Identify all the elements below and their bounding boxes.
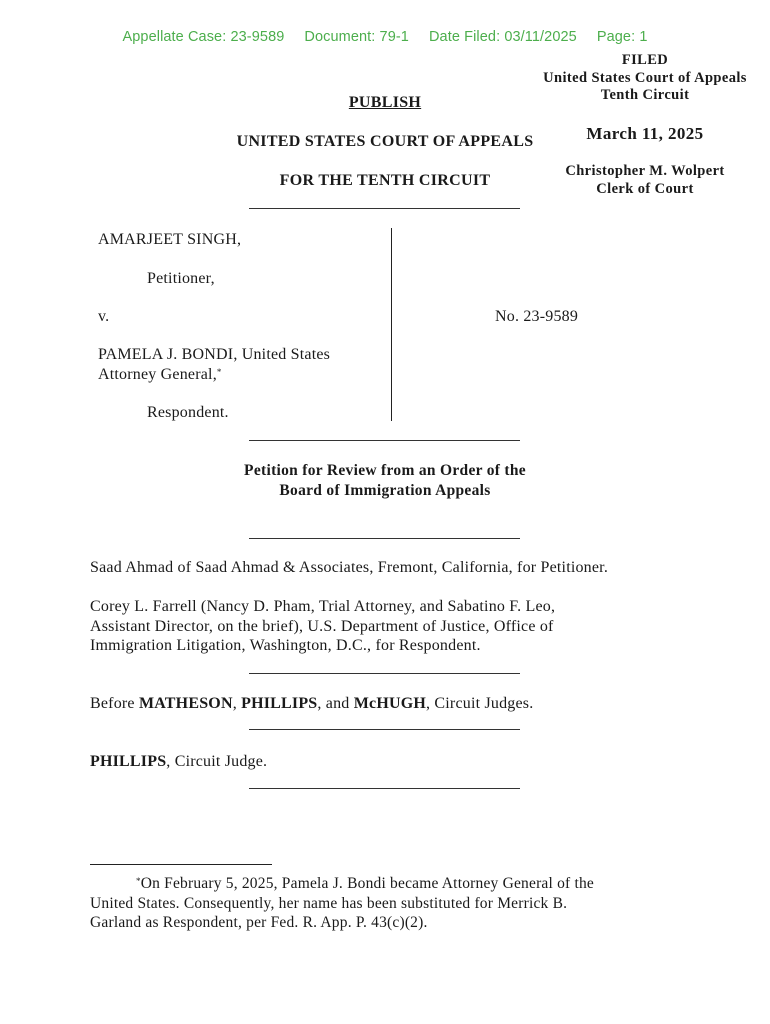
judge-matheson: MATHESON [138, 695, 233, 712]
panel-suffix: , Circuit Judges. [426, 695, 534, 712]
document-number-stamp: Document: 79-1 [304, 29, 409, 45]
judge-phillips: PHILLIPS [241, 695, 318, 712]
versus: v. [98, 308, 110, 325]
respondent-name [98, 345, 330, 384]
panel-before: Before [90, 695, 139, 712]
respondent-counsel-line2: Assistant Director, on the brief), U.S. Department of Justice, Office of [90, 617, 554, 635]
divider [249, 538, 520, 539]
respondent-counsel-line1: Corey L. Farrell (Nancy D. Pham, Trial Attorney, and Sabatino F. Leo, [90, 598, 556, 615]
footnote-marker-ref: * [136, 876, 141, 886]
filing-header [0, 29, 770, 45]
case-number: No. 23-9589 [495, 308, 579, 325]
respondent-title: Attorney General, [98, 365, 217, 383]
divider [249, 729, 520, 730]
respondent-name-line1: PAMELA J. BONDI, United States [98, 346, 331, 363]
divider [249, 440, 520, 441]
author-line [90, 752, 690, 772]
panel-line [90, 694, 690, 714]
publish-label: PUBLISH [348, 94, 422, 111]
page-number-stamp: Page: 1 [596, 29, 648, 45]
date-filed-stamp: Date Filed: 03/11/2025 [428, 29, 577, 45]
footnote-marker: * [216, 366, 222, 377]
filed-label: FILED [621, 52, 669, 68]
panel-sep: , [232, 695, 242, 712]
petitioner-name: AMARJEET SINGH, [98, 231, 242, 248]
divider [249, 208, 520, 209]
footnote-line2: United States. Consequently, her name has been substituted for Merrick B. [90, 894, 568, 912]
respondent-counsel [90, 597, 690, 656]
judge-mchugh: McHUGH [353, 695, 427, 712]
respondent-counsel-line3: Immigration Litigation, Washington, D.C., for Respondent. [90, 637, 481, 654]
author-judge: PHILLIPS [90, 753, 167, 770]
footnote-rule [90, 864, 272, 865]
caption-divider [391, 228, 392, 421]
petition-heading [150, 461, 620, 501]
filed-date: March 11, 2025 [586, 124, 704, 143]
clerk-title: Clerk of Court [596, 180, 694, 197]
filed-circuit: Tenth Circuit [600, 87, 690, 103]
footnote-line3: Garland as Respondent, per Fed. R. App. P. 43(c)(2). [90, 914, 428, 931]
filed-stamp [527, 52, 763, 105]
panel-and: , and [317, 695, 354, 712]
footnote-line1 [90, 874, 680, 894]
divider [249, 788, 520, 789]
respondent-name-line2 [98, 365, 330, 385]
divider [249, 673, 520, 674]
petition-line1: Petition for Review from an Order of the [244, 462, 526, 479]
circuit-title: FOR THE TENTH CIRCUIT [279, 172, 491, 189]
clerk-name: Christopher M. Wolpert [565, 163, 725, 179]
petition-line2: Board of Immigration Appeals [279, 482, 491, 499]
footnote-text1: On February 5, 2025, Pamela J. Bondi became Attorney General of the [140, 875, 595, 892]
footnote [90, 874, 680, 933]
petitioner-role: Petitioner, [147, 270, 215, 287]
court-title: UNITED STATES COURT OF APPEALS [236, 133, 534, 150]
filed-court: United States Court of Appeals [543, 69, 747, 86]
author-suffix: , Circuit Judge. [166, 753, 268, 770]
case-number-stamp: Appellate Case: 23-9589 [122, 29, 285, 45]
petitioner-counsel: Saad Ahmad of Saad Ahmad & Associates, Fremont, California, for Petitioner. [90, 559, 609, 576]
respondent-role: Respondent. [147, 404, 229, 421]
